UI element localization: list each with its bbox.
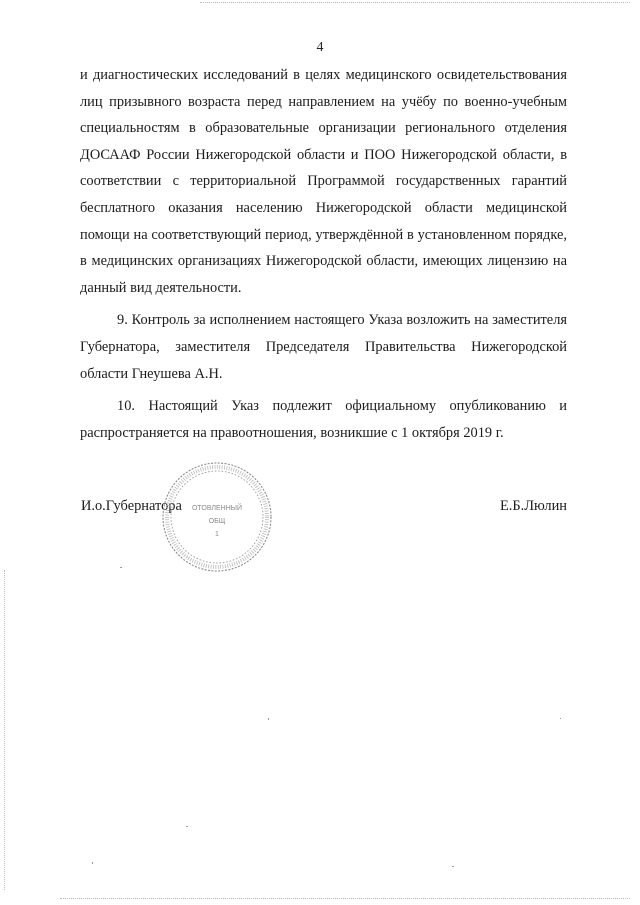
decree-body xyxy=(80,62,567,452)
scan-edge-bottom xyxy=(60,898,630,900)
paragraph-continuation: и диагностических исследований в целях медицинского освидетельствования лиц призывного возраста перед направлением на учёбу по военно-учебным специальностям в образовательные организации регионального отделения ДОСААФ России Нижегородской области и ПОО Нижегородской области, в соответствии с территориальной Программой государственных гарантий бесплатного оказания населению Нижегородской области медицинской помощи на соответствующий период, утверждённой в установленном порядке, в медицинских организациях Нижегородской области, имеющих лицензию на данный вид деятельности. xyxy=(80,67,567,296)
signatory-name: Е.Б.Люлин xyxy=(500,498,567,514)
stamp-line-2: ОБЩ xyxy=(208,518,226,525)
signatory-title: И.о.Губернатора xyxy=(81,498,182,514)
stamp-line-1: ОТОВЛЕННЫЙ xyxy=(191,505,243,512)
stamp-text-band xyxy=(167,467,267,567)
scan-speck xyxy=(120,567,122,568)
scan-edge-top xyxy=(200,2,630,4)
paragraph-9: 9. Контроль за исполнением настоящего Указа возложить на заместителя Губернатора, заместителя Председателя Правительства Нижегородской области Гнеушева А.Н. xyxy=(80,312,567,382)
scan-speck xyxy=(92,862,93,864)
stamp-inner-ring xyxy=(171,471,263,563)
official-stamp xyxy=(160,460,274,574)
scan-speck xyxy=(452,866,454,867)
stamp-line-3: 1 xyxy=(215,531,219,538)
scan-speck xyxy=(186,826,188,827)
paragraph-10: 10. Настоящий Указ подлежит официальному опубликованию и распространяется на правоотношения, возникшие с 1 октября 2019 г. xyxy=(80,398,567,441)
page-number: 4 xyxy=(316,40,324,55)
scan-edge-left xyxy=(4,570,6,890)
scan-speck xyxy=(268,718,269,720)
scan-speck xyxy=(560,718,561,719)
stamp-outer-ring xyxy=(163,463,271,571)
